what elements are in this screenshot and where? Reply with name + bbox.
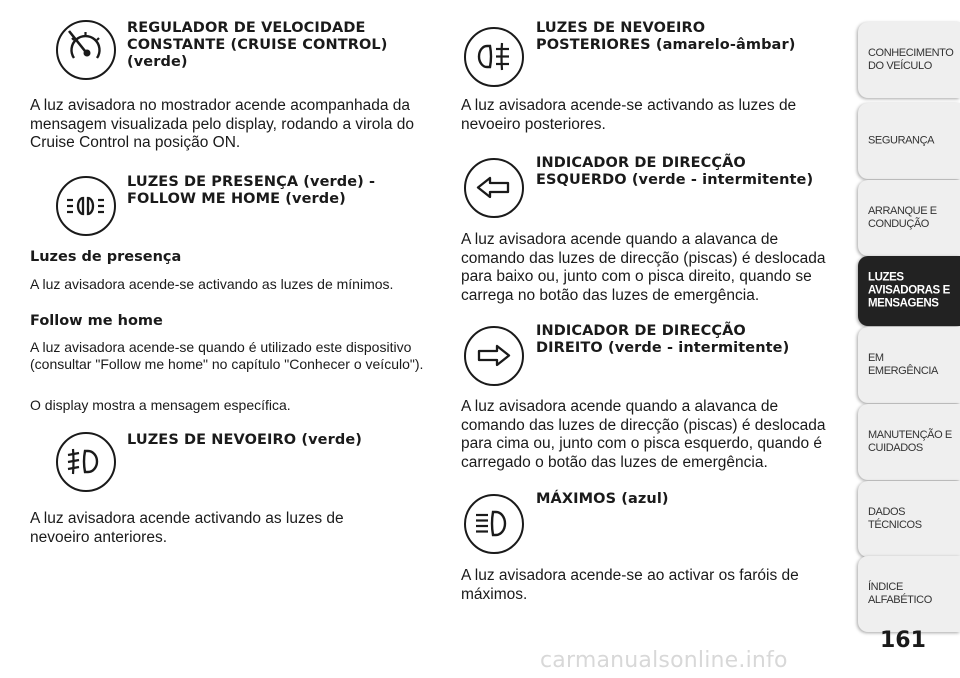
left-turn-title: [536, 155, 836, 189]
front-fog-light-icon: [56, 432, 116, 492]
side-lights-icon: [56, 176, 116, 236]
right-turn-body: A luz avisadora acende quando a alavanca de comando das luzes de direcção (piscas) é deslocada para cima ou, junto com o pisca esquerdo, quando é carregado o botão das luzes de emergência.: [461, 398, 826, 471]
tab-conhecimento-do-veiculo[interactable]: [858, 22, 960, 98]
tab-seguranca[interactable]: [858, 103, 960, 179]
cruise-title-line1: REGULADOR DE VELOCIDADE: [127, 20, 366, 36]
tab-luzes-avisadoras-e-mensagens[interactable]: [858, 256, 960, 326]
tab-label: ÍNDICE ALFABÉTICO: [868, 581, 932, 606]
cruise-control-title: [127, 20, 447, 71]
presence-title-line2: FOLLOW ME HOME (verde): [127, 191, 346, 207]
rear-fog-title: [536, 20, 836, 54]
cruise-title-line3: (verde): [127, 54, 188, 70]
tab-indice-alfabetico[interactable]: [858, 556, 960, 632]
follow-me-home-body: A luz avisadora acende-se quando é utilizado este dispositivo (consultar "Follow me home" no capítulo "Conhecer o veículo").: [30, 339, 424, 372]
right-turn-title-line2: DIREITO (verde - intermitente): [536, 340, 790, 356]
rear-fog-body: A luz avisadora acende-se activando as luzes de nevoeiro posteriores.: [461, 97, 797, 133]
high-beam-icon: [464, 494, 524, 554]
display-message-note: O display mostra a mensagem específica.: [30, 397, 291, 413]
cruise-title-line2: CONSTANTE (CRUISE CONTROL): [127, 37, 388, 53]
tab-label: CONHECIMENTO DO VEÍCULO: [868, 47, 954, 72]
tab-manutencao-e-cuidados[interactable]: [858, 404, 960, 480]
tab-arranque-e-conducao[interactable]: [858, 180, 960, 256]
left-arrow-icon: [464, 158, 524, 218]
high-beam-title: MÁXIMOS (azul): [536, 491, 669, 507]
tab-dados-tecnicos[interactable]: [858, 481, 960, 557]
front-fog-body: A luz avisadora acende activando as luzes de nevoeiro anteriores.: [30, 510, 344, 546]
presence-title-line1: LUZES DE PRESENÇA (verde) -: [127, 174, 376, 190]
presence-body: A luz avisadora acende-se activando as luzes de mínimos.: [30, 276, 394, 292]
left-turn-title-line1: INDICADOR DE DIRECÇÃO: [536, 155, 746, 171]
right-arrow-icon: [464, 326, 524, 386]
high-beam-body: A luz avisadora acende-se ao activar os faróis de máximos.: [461, 567, 799, 603]
tab-label: SEGURANÇA: [868, 134, 935, 147]
follow-me-home-subheading: Follow me home: [30, 313, 163, 329]
cruise-control-body: A luz avisadora no mostrador acende acompanhada da mensagem visualizada pelo display, rodando a virola do Cruise Control na posição ON.: [30, 97, 414, 151]
rear-fog-title-line2: POSTERIORES (amarelo-âmbar): [536, 37, 796, 53]
right-turn-title: [536, 323, 836, 357]
cruise-control-icon: [56, 20, 116, 80]
watermark: carmanualsonline.info: [540, 648, 788, 673]
rear-fog-title-line1: LUZES DE NEVOEIRO: [536, 20, 706, 36]
tab-label: EM EMERGÊNCIA: [868, 352, 938, 377]
presence-subheading: Luzes de presença: [30, 249, 182, 265]
front-fog-title: LUZES DE NEVOEIRO (verde): [127, 432, 362, 448]
page-number: 161: [880, 628, 926, 653]
rear-fog-light-icon: [464, 27, 524, 87]
tab-label: MANUTENÇÃO E CUIDADOS: [868, 429, 952, 454]
left-turn-body: A luz avisadora acende quando a alavanca de comando das luzes de direcção (piscas) é deslocada para baixo ou, junto com o pisca direito, quando se carrega no botão das luzes de emergência.: [461, 231, 826, 304]
presence-title: [127, 174, 447, 208]
tab-label: LUZES AVISADORAS E MENSAGENS: [868, 271, 950, 310]
tab-em-emergencia[interactable]: [858, 327, 960, 403]
right-turn-title-line1: INDICADOR DE DIRECÇÃO: [536, 323, 746, 339]
tab-label: DADOS TÉCNICOS: [868, 506, 922, 531]
tab-label: ARRANQUE E CONDUÇÃO: [868, 205, 937, 230]
left-turn-title-line2: ESQUERDO (verde - intermitente): [536, 172, 814, 188]
